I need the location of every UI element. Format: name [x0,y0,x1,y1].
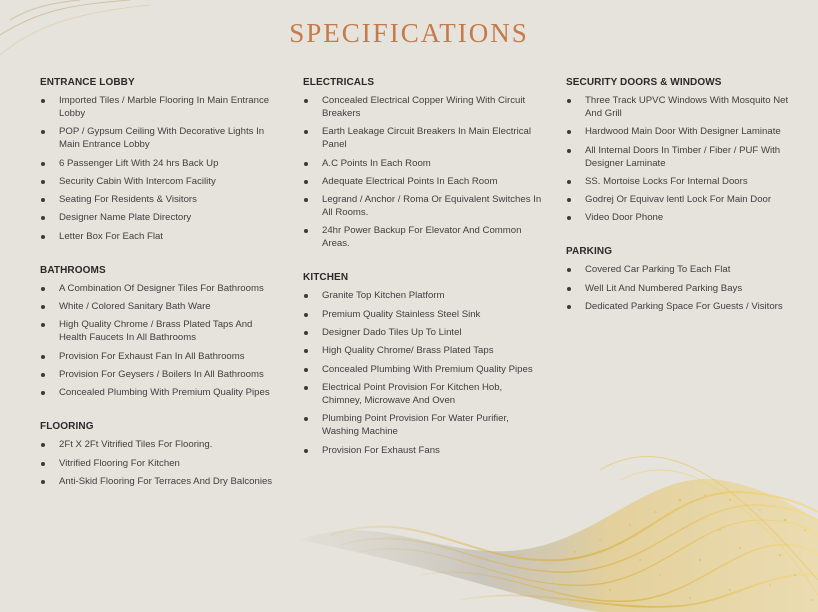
list-item: Granite Top Kitchen Platform [303,289,543,302]
list-item: All Internal Doors In Timber / Fiber / PUF With Designer Laminate [566,144,806,170]
spec-list [566,263,806,313]
list-item: Letter Box For Each Flat [40,230,280,243]
list-item: Plumbing Point Provision For Water Purifier, Washing Machine [303,412,543,438]
list-item: Covered Car Parking To Each Flat [566,263,806,276]
list-item: Premium Quality Stainless Steel Sink [303,308,543,321]
section-heading: ELECTRICALS [303,77,375,88]
list-item: Designer Name Plate Directory [40,211,280,224]
section-entrance-lobby [40,77,280,243]
section-security-doors-windows [566,77,806,224]
list-item: Seating For Residents & Visitors [40,193,280,206]
list-item: Provision For Exhaust Fan In All Bathrooms [40,350,280,363]
list-item: SS. Mortoise Locks For Internal Doors [566,175,806,188]
section-parking [566,246,806,313]
list-item: Provision For Geysers / Boilers In All Bathrooms [40,368,280,381]
spec-list [40,94,280,243]
list-item: Imported Tiles / Marble Flooring In Main Entrance Lobby [40,94,280,120]
list-item: Vitrified Flooring For Kitchen [40,457,280,470]
page-title: SPECIFICATIONS [289,18,529,48]
spec-list [566,94,806,224]
list-item: Three Track UPVC Windows With Mosquito Net And Grill [566,94,806,120]
list-item: 6 Passenger Lift With 24 hrs Back Up [40,157,280,170]
section-flooring [40,421,280,488]
section-heading: FLOORING [40,421,94,433]
list-item: Video Door Phone [566,211,806,224]
list-item: Dedicated Parking Space For Guests / Visitors [566,300,806,313]
spec-list [303,94,543,250]
list-item: Security Cabin With Intercom Facility [40,175,280,188]
section-heading: SECURITY DOORS & WINDOWS [566,77,722,88]
list-item: High Quality Chrome / Brass Plated Taps And Health Faucets In All Bathrooms [40,318,280,344]
section-heading: KITCHEN [303,272,349,284]
list-item: 2Ft X 2Ft Vitrified Tiles For Flooring. [40,438,280,451]
section-kitchen [303,272,543,456]
section-heading: PARKING [566,246,613,258]
list-item: Concealed Electrical Copper Wiring With Circuit Breakers [303,94,543,120]
list-item: Provision For Exhaust Fans [303,444,543,457]
list-item: High Quality Chrome/ Brass Plated Taps [303,344,543,357]
spec-list [40,438,280,488]
list-item: Concealed Plumbing With Premium Quality Pipes [303,363,543,376]
section-bathrooms [40,265,280,399]
list-item: Concealed Plumbing With Premium Quality Pipes [40,386,280,399]
list-item: Godrej Or Equivav lentl Lock For Main Door [566,193,806,206]
list-item: 24hr Power Backup For Elevator And Common Areas. [303,224,543,250]
list-item: Legrand / Anchor / Roma Or Equivalent Switches In All Rooms. [303,193,543,219]
list-item: Electrical Point Provision For Kitchen Hob, Chimney, Microwave And Oven [303,381,543,407]
list-item: A Combination Of Designer Tiles For Bathrooms [40,282,280,295]
spec-list [40,282,280,399]
list-item: Earth Leakage Circuit Breakers In Main Electrical Panel [303,125,543,151]
list-item: POP / Gypsum Ceiling With Decorative Lights In Main Entrance Lobby [40,125,280,151]
list-item: White / Colored Sanitary Bath Ware [40,300,280,313]
spec-column-2 [303,77,543,479]
list-item: A.C Points In Each Room [303,157,543,170]
spec-column-3 [566,77,806,335]
section-heading: BATHROOMS [40,264,106,276]
list-item: Hardwood Main Door With Designer Laminate [566,125,806,138]
list-item: Anti-Skid Flooring For Terraces And Dry Balconies [40,475,280,488]
section-heading: ENTRANCE LOBBY [40,77,135,88]
list-item: Well Lit And Numbered Parking Bays [566,282,806,295]
list-item: Adequate Electrical Points In Each Room [303,175,543,188]
spec-column-1 [40,77,280,510]
section-electricals [303,77,543,250]
list-item: Designer Dado Tiles Up To Lintel [303,326,543,339]
spec-list [303,289,543,456]
